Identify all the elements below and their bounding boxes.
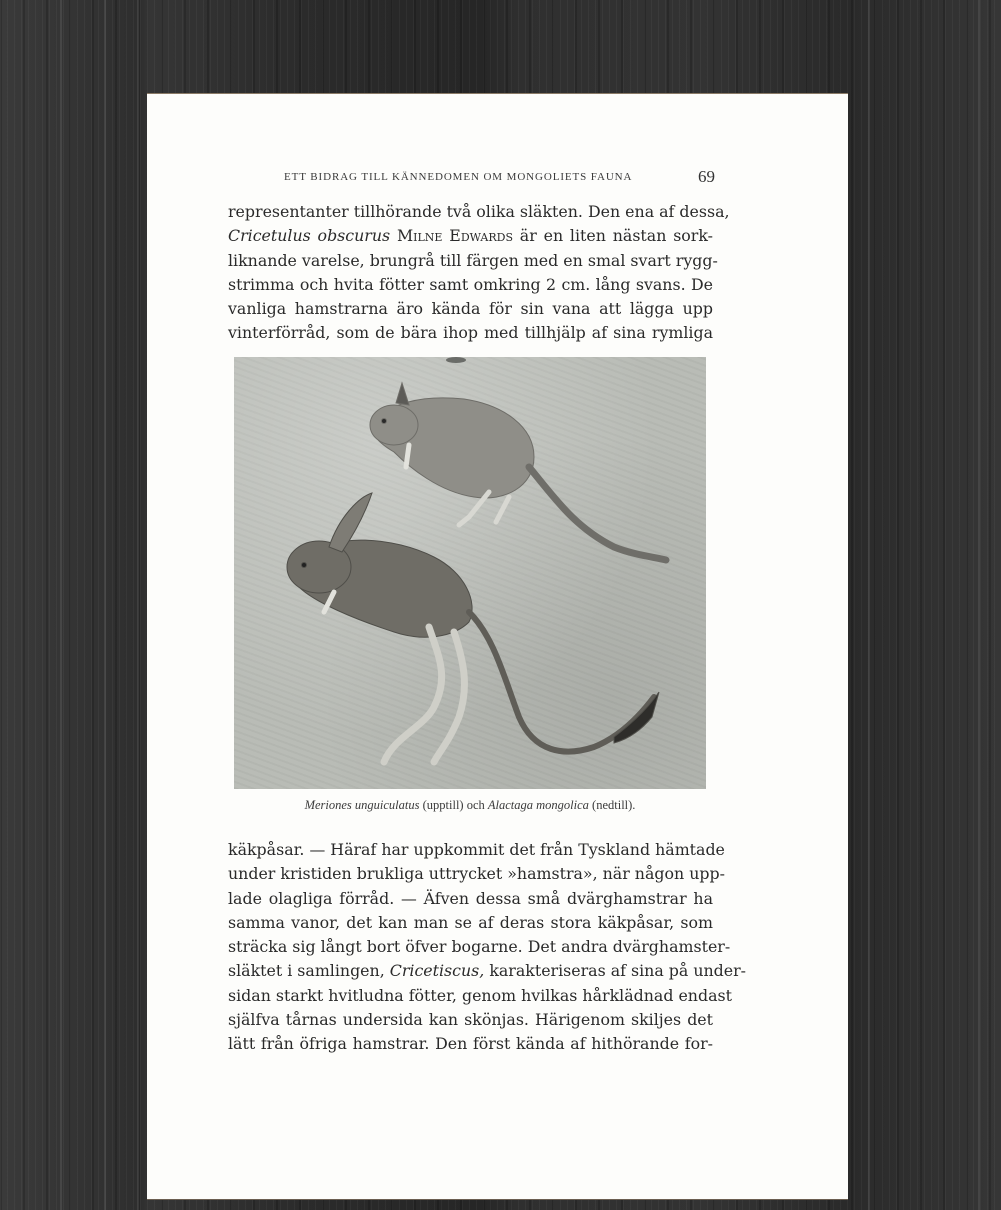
- text-run: under kristiden brukliga uttrycket »hamstra», när någon upp-: [228, 864, 725, 884]
- scanner-artifact: [60, 0, 62, 1210]
- text-line: [228, 224, 713, 248]
- scanner-artifact: [104, 0, 106, 1210]
- text-run: Meriones unguiculatus: [304, 798, 420, 812]
- text-run: liknande varelse, brungrå till färgen med en smal svart rygg-: [228, 250, 718, 270]
- text-run: representanter tillhörande två olika släkten. Den ena af dessa,: [228, 202, 730, 221]
- scanner-artifact: [868, 0, 870, 1210]
- page-number: 69: [698, 167, 715, 186]
- figure-caption: [234, 798, 706, 813]
- text-run: (upptill) och: [419, 798, 488, 812]
- text-run: sidan starkt hvitludna fötter, genom hvilkas hårklädnad endast: [228, 985, 732, 1005]
- text-line: [228, 1032, 713, 1056]
- text-run: är en liten nästan sork-: [512, 226, 713, 246]
- text-run: Alactaga mongolica: [487, 798, 589, 812]
- figure-photograph: [234, 357, 706, 789]
- text-run: lätt från öfriga hamstrar. Den först kända af hithörande for-: [228, 1034, 713, 1054]
- text-run: lade olagliga förråd. — Äfven dessa små dvärghamstrar ha: [228, 888, 713, 908]
- text-run: vinterförråd, som de bära ihop med tillhjälp af sina rymliga: [228, 323, 713, 343]
- rodents-photo-illustration: [234, 357, 706, 789]
- text-run: vanliga hamstrarna äro kända för sin vana att lägga upp: [228, 299, 713, 319]
- jerboa-figure: [287, 493, 659, 762]
- text-run: själfva tårnas undersida kan skönjas. Härigenom skiljes det: [228, 1010, 713, 1030]
- text-line: [228, 200, 730, 224]
- body-text-bottom: [228, 838, 747, 1057]
- gerbil-figure: [370, 383, 666, 560]
- text-line: [228, 911, 713, 935]
- scanner-artifact: [978, 0, 980, 1210]
- text-run: strimma och hvita fötter samt omkring 2 cm. lång svans. De: [228, 274, 713, 294]
- text-line: [228, 984, 732, 1008]
- text-line: [228, 838, 725, 862]
- text-line: [228, 887, 713, 911]
- text-run: (nedtill).: [588, 798, 636, 812]
- text-run: Cricetiscus,: [389, 961, 485, 981]
- text-line: [228, 935, 731, 959]
- book-page: [147, 93, 848, 1200]
- text-run: Milne Edwards: [396, 226, 513, 246]
- text-run: Cricetulus obscurus: [228, 226, 391, 246]
- text-line: [228, 862, 725, 886]
- text-run: sträcka sig långt bort öfver bogarne. Det andra dvärghamster-: [228, 937, 731, 957]
- body-text-top: [228, 200, 730, 346]
- text-line: [228, 959, 747, 983]
- text-line: [228, 249, 718, 273]
- text-run: karakteriseras af sina på under-: [484, 961, 747, 981]
- text-line: [228, 297, 713, 321]
- text-run: samma vanor, det kan man se af deras stora käkpåsar, som: [228, 912, 713, 932]
- text-line: [228, 273, 713, 297]
- text-run: släktet i samlingen,: [228, 961, 390, 981]
- text-line: [228, 321, 713, 345]
- running-head: ETT BIDRAG TILL KÄNNEDOMEN OM MONGOLIETS FAUNA: [284, 171, 633, 183]
- scanner-artifact: [137, 0, 139, 1210]
- text-run: [390, 226, 397, 245]
- text-line: [228, 1008, 713, 1032]
- text-run: käkpåsar. — Häraf har uppkommit det från Tyskland hämtade: [228, 840, 725, 859]
